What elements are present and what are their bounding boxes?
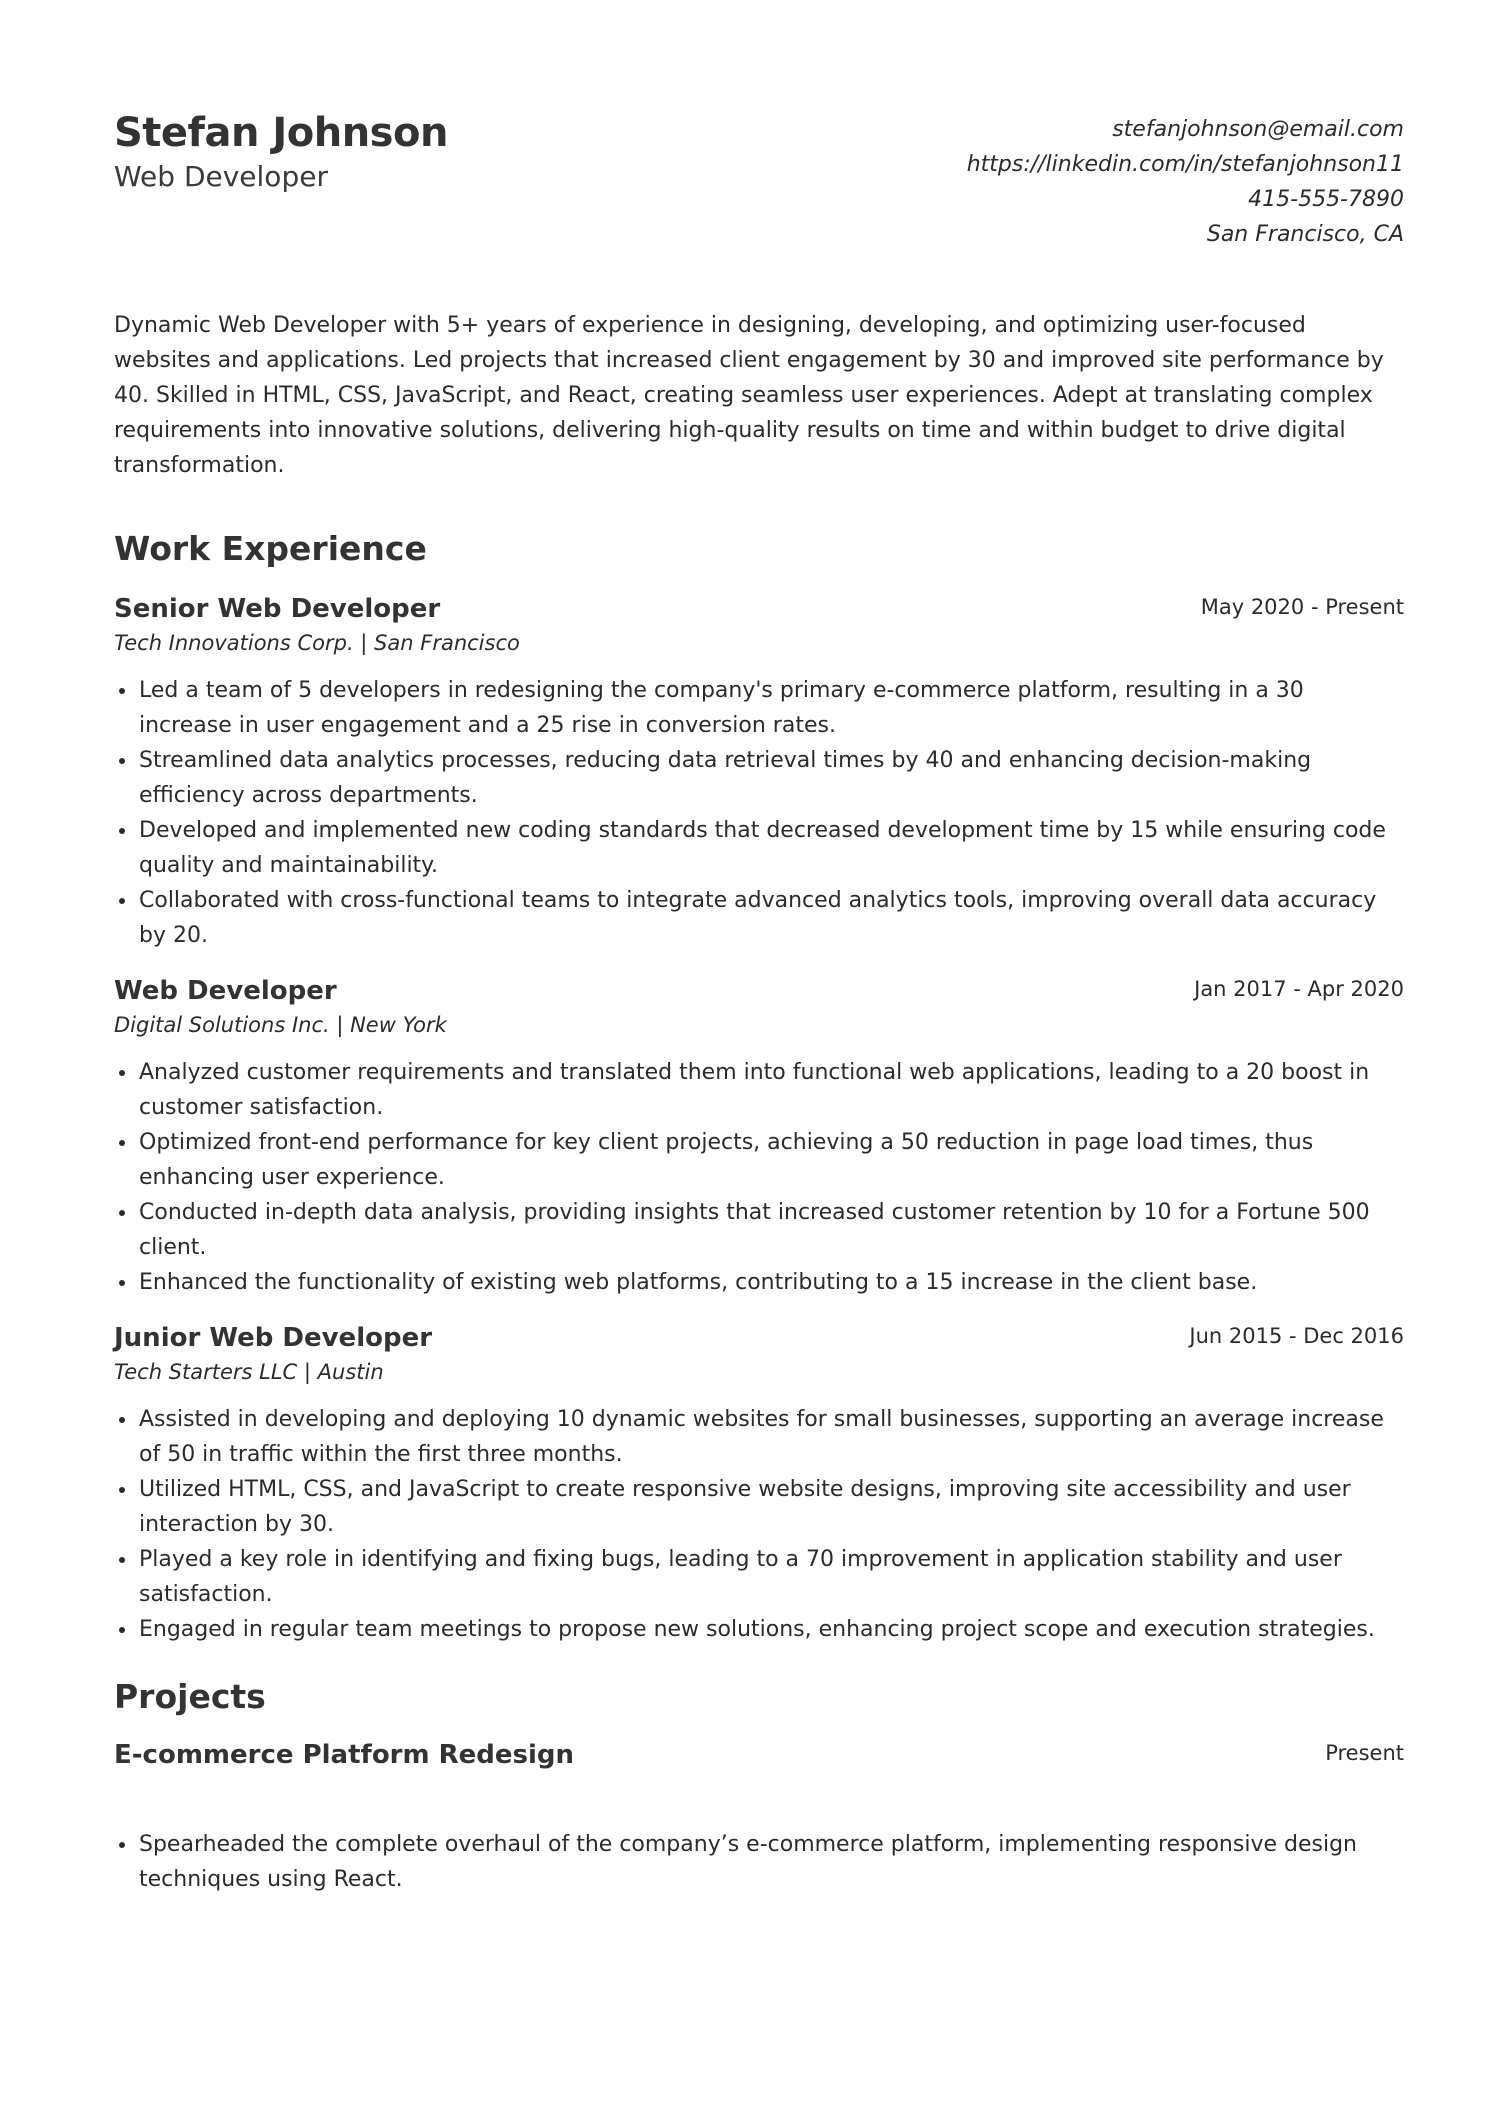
- job-bullets: [114, 673, 1404, 953]
- job-dates: Jan 2017 - Apr 2020: [1194, 977, 1404, 1001]
- contact-block: [967, 112, 1404, 252]
- bullet-item: Optimized front-end performance for key client projects, achieving a 50 reduction in page load times, thus enhancing user experience.: [139, 1125, 1404, 1195]
- project-dates: Present: [1325, 1741, 1404, 1765]
- job-bullets: [114, 1055, 1404, 1300]
- work-experience-heading: Work Experience: [114, 529, 427, 568]
- job-dates: Jun 2015 - Dec 2016: [1189, 1324, 1404, 1348]
- job-bullets: [114, 1402, 1404, 1647]
- contact-email[interactable]: stefanjohnson@email.com: [1112, 117, 1404, 142]
- job-company: Digital Solutions Inc. | New York: [114, 1013, 447, 1037]
- job-dates: May 2020 - Present: [1200, 595, 1404, 619]
- job-company: Tech Starters LLC | Austin: [114, 1360, 384, 1384]
- job-header: [114, 973, 1404, 1043]
- bullet-item: Spearheaded the complete overhaul of the company’s e-commerce platform, implementing responsive design techniques using React.: [139, 1827, 1404, 1897]
- job-company: Tech Innovations Corp. | San Francisco: [114, 631, 520, 655]
- candidate-name: Stefan Johnson: [114, 110, 448, 156]
- candidate-title: Web Developer: [114, 160, 328, 193]
- job-role: Junior Web Developer: [114, 1323, 433, 1353]
- job-entry: [114, 1320, 1404, 1647]
- project-entry: [114, 1737, 1404, 1897]
- bullet-item: Streamlined data analytics processes, reducing data retrieval times by 40 and enhancing decision-making efficiency across departments.: [139, 743, 1404, 813]
- project-bullets: [114, 1827, 1404, 1897]
- resume-page: [114, 108, 1404, 1897]
- project-name: E-commerce Platform Redesign: [114, 1740, 575, 1770]
- bullet-item: Played a key role in identifying and fixing bugs, leading to a 70 improvement in application stability and user satisfaction.: [139, 1542, 1404, 1612]
- projects-heading: Projects: [114, 1677, 266, 1716]
- job-entry: [114, 973, 1404, 1300]
- contact-linkedin[interactable]: https://linkedin.com/in/stefanjohnson11: [966, 152, 1404, 177]
- bullet-item: Utilized HTML, CSS, and JavaScript to create responsive website designs, improving site accessibility and user interaction by 30.: [139, 1472, 1404, 1542]
- bullet-item: Conducted in-depth data analysis, providing insights that increased customer retention by 10 for a Fortune 500 client.: [139, 1195, 1404, 1265]
- contact-phone: 415-555-7890: [1248, 187, 1404, 212]
- bullet-item: Enhanced the functionality of existing web platforms, contributing to a 15 increase in the client base.: [139, 1265, 1404, 1300]
- bullet-item: Engaged in regular team meetings to propose new solutions, enhancing project scope and execution strategies.: [139, 1612, 1404, 1647]
- job-header: [114, 591, 1404, 661]
- bullet-item: Analyzed customer requirements and translated them into functional web applications, leading to a 20 boost in customer satisfaction.: [139, 1055, 1404, 1125]
- job-role: Senior Web Developer: [114, 594, 441, 624]
- bullet-item: Developed and implemented new coding standards that decreased development time by 15 while ensuring code quality and maintainability.: [139, 813, 1404, 883]
- bullet-item: Collaborated with cross-functional teams to integrate advanced analytics tools, improving overall data accuracy by 20.: [139, 883, 1404, 953]
- bullet-item: Assisted in developing and deploying 10 dynamic websites for small businesses, supporting an average increase of 50 in traffic within the first three months.: [139, 1402, 1404, 1472]
- bullet-item: Led a team of 5 developers in redesigning the company's primary e-commerce platform, resulting in a 30 increase in user engagement and a 25 rise in conversion rates.: [139, 673, 1404, 743]
- contact-location: San Francisco, CA: [1206, 222, 1404, 247]
- resume-header: [114, 108, 1404, 308]
- job-header: [114, 1320, 1404, 1390]
- professional-summary: Dynamic Web Developer with 5+ years of experience in designing, developing, and optimizing user-focused websites and applications. Led projects that increased client engagement by 30 and improved site performance by 40. Skilled in HTML, CSS, JavaScript, and React, creating seamless user experiences. Adept at translating complex requirements into innovative solutions, delivering high-quality results on time and within budget to drive digital transformation.: [114, 313, 1384, 478]
- project-header: [114, 1737, 1404, 1807]
- job-entry: [114, 591, 1404, 953]
- job-role: Web Developer: [114, 976, 337, 1006]
